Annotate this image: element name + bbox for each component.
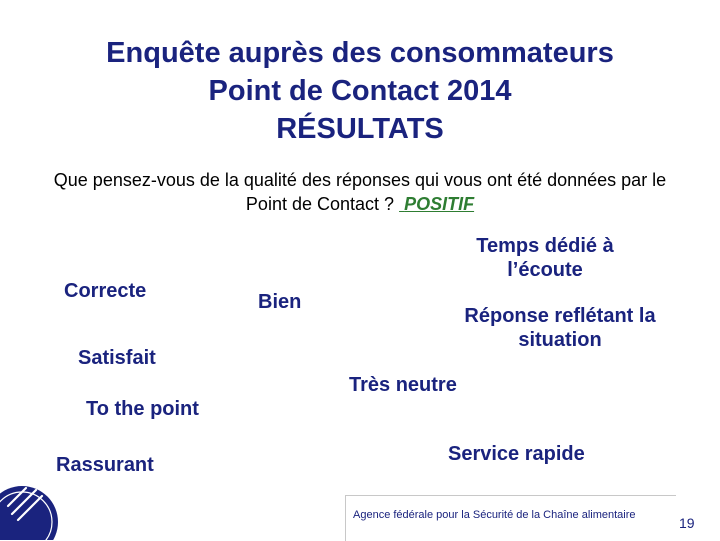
reponse-line-1: Réponse reflétant la xyxy=(464,305,656,327)
word-service-rapide: Service rapide xyxy=(448,443,585,465)
afsca-logo-icon xyxy=(0,478,60,540)
slide-title xyxy=(0,34,720,148)
word-tres-neutre: Très neutre xyxy=(349,374,457,396)
title-line-1: Enquête auprès des consommateurs xyxy=(106,37,614,69)
reponse-line-2: situation xyxy=(518,329,602,351)
title-line-2: Point de Contact 2014 xyxy=(208,75,512,107)
question-line-1: Que pensez-vous de la qualité des réponses qui vous ont été données par le xyxy=(53,170,667,190)
title-line-3: RÉSULTATS xyxy=(276,113,444,145)
word-satisfait: Satisfait xyxy=(78,347,156,369)
survey-question xyxy=(10,168,710,216)
word-to-the-point: To the point xyxy=(86,398,199,420)
word-bien: Bien xyxy=(258,291,302,313)
agency-name: Agence fédérale pour la Sécurité de la Chaîne alimentaire xyxy=(353,509,636,521)
word-rassurant: Rassurant xyxy=(56,454,154,476)
temps-line-1: Temps dédié à xyxy=(476,235,614,257)
question-line-2: Point de Contact ? xyxy=(245,194,395,214)
word-reponse-reflétant xyxy=(440,304,680,352)
word-temps-dedie xyxy=(445,234,645,282)
temps-line-2: l’écoute xyxy=(507,259,583,281)
word-correcte: Correcte xyxy=(64,280,147,302)
page-number: 19 xyxy=(679,515,695,531)
positive-label: POSITIF xyxy=(404,194,475,214)
